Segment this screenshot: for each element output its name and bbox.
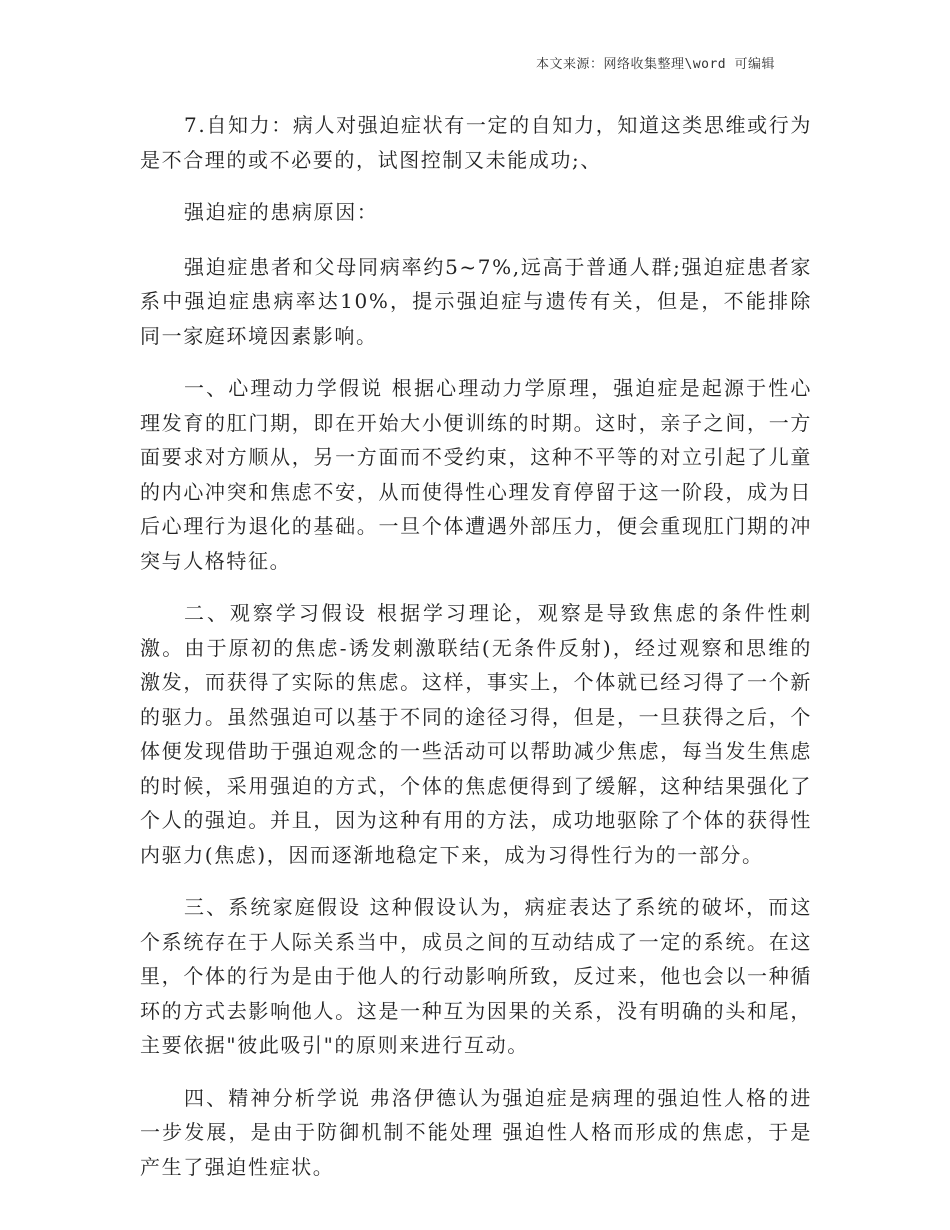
paragraph-psychodynamic: 一、心理动力学假说 根据心理动力学原理，强迫症是起源于性心理发育的肛门期，即在开始大小便训练的时期。这时，亲子之间，一方面要求对方顺从，另一方面而不受约束，这种不平等的对立引起了儿童的内心冲突和焦虑不安，从而使得性心理发育停留于这一阶段，成为日后心理行为退化的基础。一旦个体遭遇外部压力，便会重现肛门期的冲突与人格特征。 xyxy=(140,376,812,573)
paragraph-genetics: 强迫症患者和父母同病率约5~7%,远高于普通人群;强迫症患者家系中强迫症患病率达10%，提示强迫症与遗传有关，但是，不能排除同一家庭环境因素影响。 xyxy=(140,254,812,348)
paragraph-observational-learning: 二、观察学习假设 根据学习理论，观察是导致焦虑的条件性刺激。由于原初的焦虑-诱发刺激联结(无条件反射)，经过观察和思维的激发，而获得了实际的焦虑。这样，事实上，个体就已经习得了一个新的驱力。虽然强迫可以基于不同的途径习得，但是，一旦获得之后，个体便发现借助于强迫观念的一些活动可以帮助减少焦虑，每当发生焦虑的时候，采用强迫的方式，个体的焦虑便得到了缓解，这种结果强化了个人的强迫。并且，因为这种有用的方法，成功地驱除了个体的获得性内驱力(焦虑)，因而逐渐地稳定下来，成为习得性行为的一部分。 xyxy=(140,601,812,867)
paragraph-psychoanalysis: 四、精神分析学说 弗洛伊德认为强迫症是病理的强迫性人格的进一步发展，是由于防御机制不能处理 强迫性人格而形成的焦虑，于是产生了强迫性症状。 xyxy=(140,1085,812,1179)
source-note: 本文来源：网络收集整理\word 可编辑 xyxy=(536,57,775,72)
paragraph-family-system: 三、系统家庭假设 这种假设认为，病症表达了系统的破坏，而这个系统存在于人际关系当中，成员之间的互动结成了一定的系统。在这里，个体的行为是由于他人的行动影响所致，反过来，他也会以一种循环的方式去影响他人。这是一种互为因果的关系，没有明确的头和尾，主要依据"彼此吸引"的原则来进行互动。 xyxy=(140,895,812,1057)
document-body xyxy=(140,108,812,1202)
section-heading-causes: 强迫症的患病原因： xyxy=(184,200,379,224)
paragraph-insight: 7.自知力：病人对强迫症状有一定的自知力，知道这类思维或行为是不合理的或不必要的，试图控制又未能成功;、 xyxy=(140,113,812,172)
